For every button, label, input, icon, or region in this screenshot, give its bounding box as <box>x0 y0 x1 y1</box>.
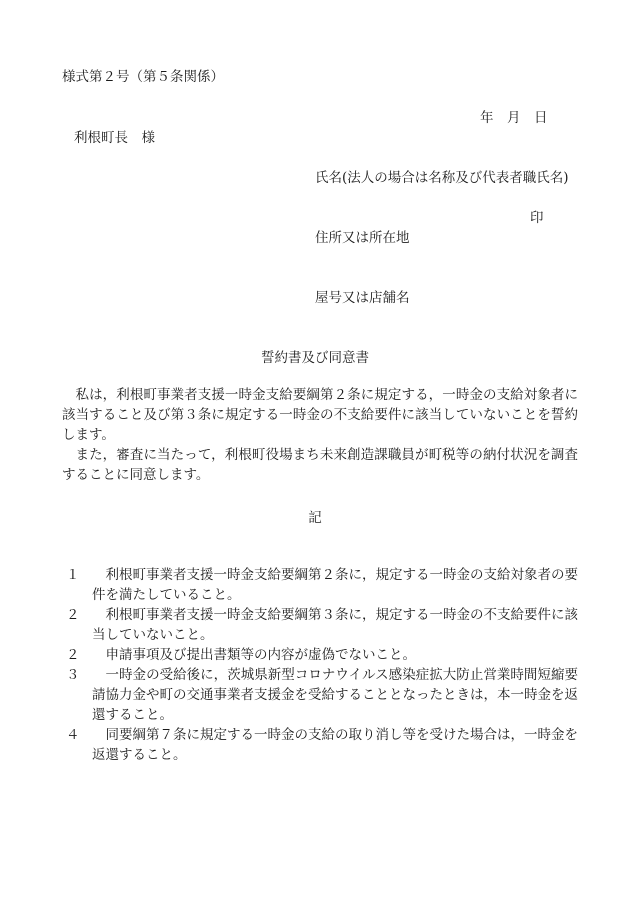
form-number: 様式第２号（第５条関係） <box>62 69 224 85</box>
list-item <box>62 605 578 645</box>
item-text: 一時金の受給後に，茨城県新型コロナウイルス感染症拡大防止営業時間短縮要請協力金や町の交通事業者支援金を受給することとなったときは，本一時金を返還すること。 <box>92 667 578 723</box>
seal-mark: 印 <box>530 210 544 226</box>
item-text: 同要綱第７条に規定する一時金の支給の取り消し等を受けた場合は，一時金を返還すること。 <box>92 727 578 763</box>
document-title: 誓約書及び同意書 <box>261 350 369 366</box>
item-number: ２ <box>66 607 80 623</box>
item-text: 利根町事業者支援一時金支給要綱第３条に，規定する一時金の不支給要件に該当していないこと。 <box>92 607 578 643</box>
address-field-label: 住所又は所在地 <box>315 230 410 246</box>
list-item <box>62 725 578 765</box>
item-number: ４ <box>66 727 80 743</box>
shop-name-field-label: 屋号又は店舗名 <box>315 290 410 306</box>
date-line: 年 月 日 <box>480 110 548 126</box>
item-text: 申請事項及び提出書類等の内容が虚偽でないこと。 <box>105 647 416 663</box>
conditions-list <box>62 565 578 765</box>
ki-heading: 記 <box>308 510 322 526</box>
list-item <box>62 645 578 665</box>
item-number: ３ <box>66 667 80 683</box>
name-field-label: 氏名(法人の場合は名称及び代表者職氏名) <box>315 170 569 186</box>
declaration-body <box>62 385 578 485</box>
consent-paragraph: また，審査に当たって，利根町役場まち未来創造課職員が町税等の納付状況を調査することに同意します。 <box>62 447 578 483</box>
list-item <box>62 565 578 605</box>
item-number: ２ <box>66 647 80 663</box>
declaration-paragraph: 私は，利根町事業者支援一時金支給要綱第２条に規定する，一時金の支給対象者に該当すること及び第３条に規定する一時金の不支給要件に該当していないことを誓約します。 <box>62 387 578 443</box>
list-item <box>62 665 578 725</box>
item-number: １ <box>66 567 80 583</box>
addressee: 利根町長 様 <box>74 130 155 146</box>
item-text: 利根町事業者支援一時金支給要綱第２条に，規定する一時金の支給対象者の要件を満たしていること。 <box>92 567 578 603</box>
